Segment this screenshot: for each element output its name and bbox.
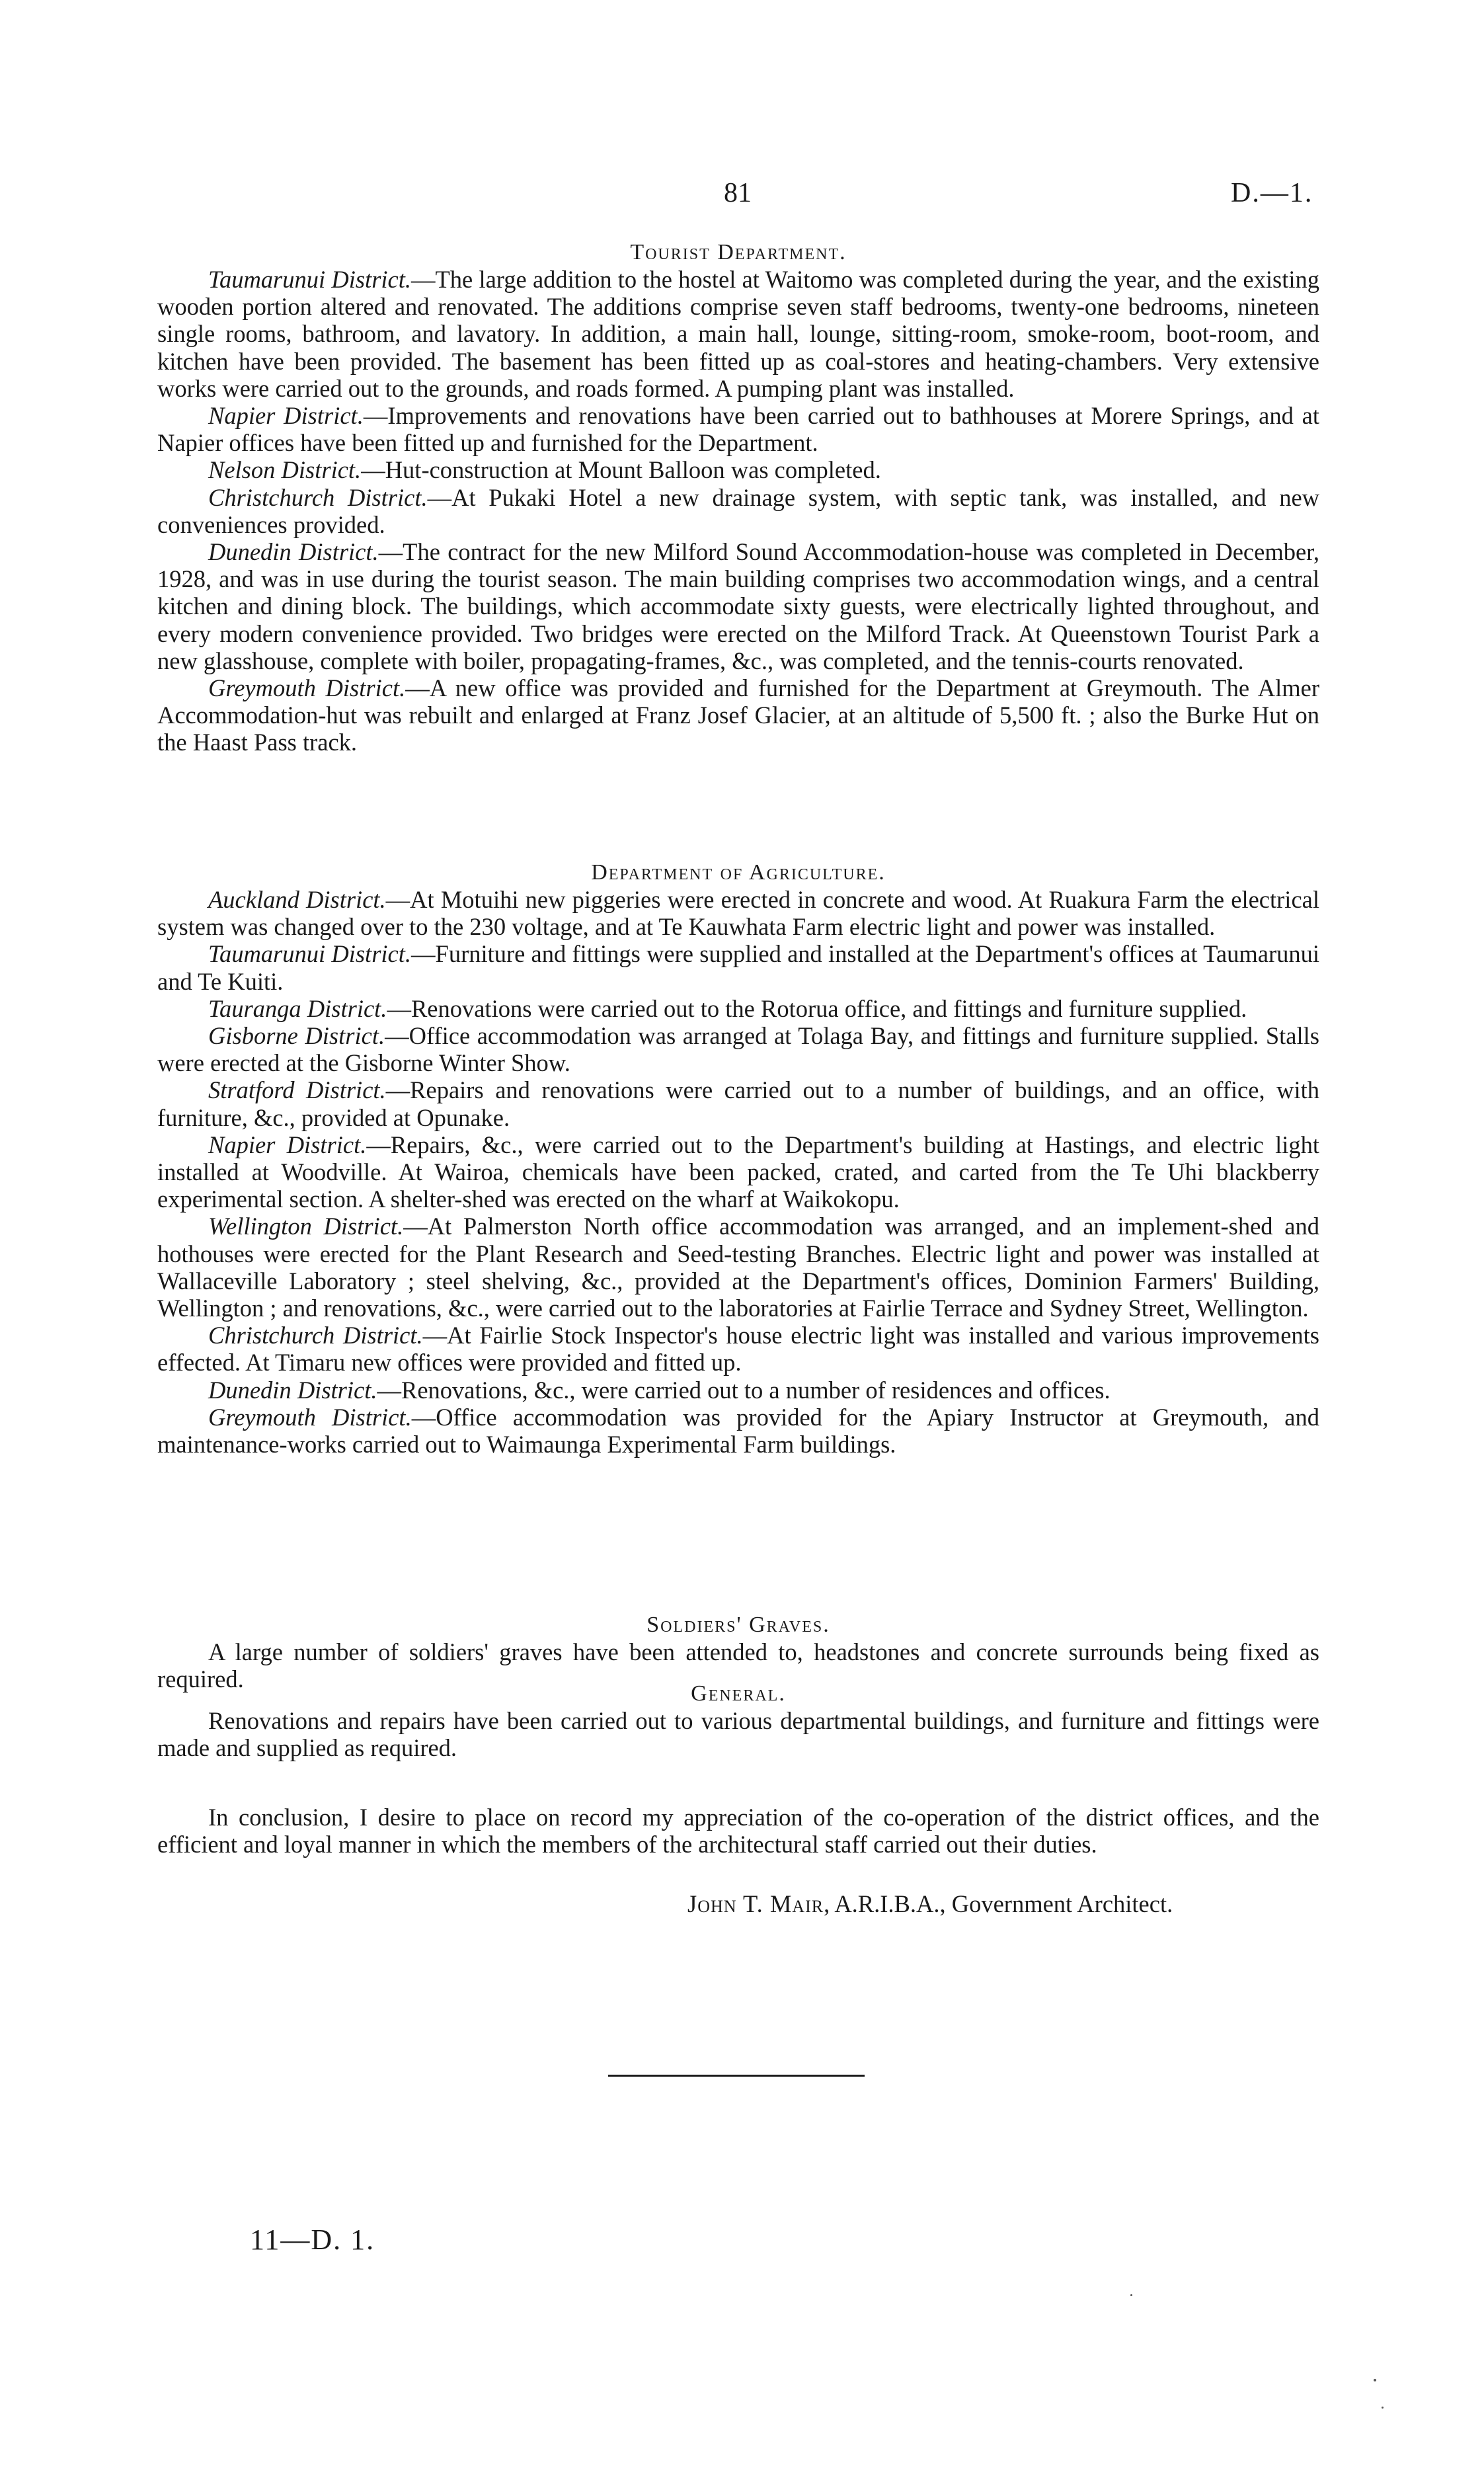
signatory-name: John T. Mair (687, 1890, 824, 1917)
scan-speck (1382, 2407, 1384, 2409)
scan-speck (1130, 2294, 1132, 2296)
paragraph-text: —Repairs and renovations were carried out to a number of buildings, and an office, with furniture, &c., provided at Opunake. (157, 1076, 1319, 1131)
section-heading: Department of Agriculture. (591, 860, 886, 885)
paragraph (157, 266, 1319, 402)
section-heading: General. (691, 1681, 786, 1706)
district-lead: Dunedin District. (208, 1376, 377, 1404)
paragraph-text: —A new office was provided and furnished for the Department at Greymouth. The Almer Accommodation-hut was rebuilt and enlarged at Franz Josef Glacier, at an altitude of 5,500 ft. ; also the Burke Hut on the Haast Pass track. (157, 674, 1319, 756)
district-lead: Christchurch District. (208, 1322, 423, 1349)
paragraph-text: —At Pukaki Hotel a new drainage system, with septic tank, was installed, and new conveniences provided. (157, 483, 1320, 538)
paragraph-text: —Repairs, &c., were carried out to the Department's building at Hastings, and electric light installed at Woodville. At Wairoa, chemicals have been packed, crated, and carted from the Te Uhi blackberry experimental section. A shelter-shed was erected on the wharf at Waikokopu. (157, 1131, 1319, 1213)
district-lead: Tauranga District. (208, 994, 387, 1022)
paragraph (157, 538, 1319, 674)
paragraph-text: —The large addition to the hostel at Waitomo was completed during the year, and the existing wooden portion altered and renovated. The additions comprise seven staff bedrooms, twenty-one bedrooms, nineteen single rooms, bathroom, and lavatory. In addition, a main hall, lounge, sitting-room, smoke-room, boot-room, and kitchen have been provided. The basement has been fitted up as coal-stores and heating-chambers. Very extensive works were carried out to the grounds, and roads formed. A pumping plant was installed. (157, 266, 1319, 402)
district-lead: Taumarunui District. (208, 266, 412, 293)
paragraph-text: —Office accommodation was provided for the Apiary Instructor at Greymouth, and maintenance-works carried out to Waimaunga Experimental Farm buildings. (157, 1403, 1319, 1458)
printer-signature-mark: 11—D. 1. (250, 2223, 375, 2256)
paragraph (157, 940, 1319, 994)
district-lead: Taumarunui District. (208, 940, 412, 968)
paragraph-text: —Hut-construction at Mount Balloon was completed. (361, 456, 881, 484)
section-department-of-agriculture (157, 859, 1319, 1458)
paragraph (157, 1322, 1319, 1376)
paragraph (157, 1213, 1319, 1322)
paragraph (157, 402, 1319, 456)
district-lead: Nelson District. (208, 456, 362, 484)
paragraph-text: —Office accommodation was arranged at Tolaga Bay, and fittings and furniture supplied. Stalls were erected at the Gisborne Winter Show. (157, 1022, 1319, 1077)
paragraph-text: —At Palmerston North office accommodation was arranged, and an implement-shed and hothouses were erected for the Plant Research and Seed-testing Branches. Electric light and power was installed at Wallaceville Laboratory ; steel shelving, &c., provided at the Department's offices, Dominion Farmers' Building, Wellington ; and renovations, &c., were carried out to the laboratories at Fairlie Terrace and Sydney Street, Wellington. (157, 1213, 1319, 1322)
section-tourist-department (157, 239, 1319, 756)
section-general (157, 1681, 1319, 1761)
district-lead: Wellington District. (208, 1213, 404, 1240)
running-head (0, 177, 1484, 217)
paragraph-text: —Renovations were carried out to the Rotorua office, and fittings and furniture supplied. (387, 994, 1247, 1022)
horizontal-rule (608, 2075, 865, 2077)
paragraph: Renovations and repairs have been carried out to various departmental buildings, and furniture and fittings were made and supplied as required. (157, 1707, 1319, 1762)
paragraph (157, 1022, 1319, 1076)
paragraph-text: —Renovations, &c., were carried out to a number of residences and offices. (377, 1376, 1111, 1404)
paragraph-text: —At Fairlie Stock Inspector's house electric light was installed and various improvements effected. At Timaru new offices were provided and fitted up. (157, 1322, 1319, 1377)
district-lead: Greymouth District. (208, 674, 406, 702)
district-lead: Auckland District. (208, 886, 386, 913)
paragraph (157, 1076, 1319, 1131)
section-heading: Soldiers' Graves. (646, 1613, 830, 1637)
district-lead: Stratford District. (208, 1076, 386, 1104)
paragraph-text: —Improvements and renovations have been carried out to bathhouses at Morere Springs, and at Napier offices have been fitted up and furnished for the Department. (157, 402, 1319, 457)
district-lead: Napier District. (208, 1131, 367, 1158)
paragraph-text: —The contract for the new Milford Sound Accommodation-house was completed in December, 1928, and was in use during the tourist season. The main building comprises two accommodation wings, and a central kitchen and dining block. The buildings, which accommodate sixty guests, were electrically lighted throughout, and every modern convenience provided. Two bridges were erected on the Milford Track. At Queenstown Tourist Park a new glasshouse, complete with boiler, propagating-frames, &c., was completed, and the tennis-courts renovated. (157, 538, 1319, 674)
page-number: 81 (724, 178, 752, 208)
district-lead: Christchurch District. (208, 483, 428, 511)
district-lead: Greymouth District. (208, 1403, 412, 1431)
paragraph: A large number of soldiers' graves have been attended to, headstones and concrete surrounds being fixed as required. (157, 1638, 1319, 1693)
paragraph-text: —At Motuihi new piggeries were erected in concrete and wood. At Ruakura Farm the electrical system was changed over to the 230 voltage, and at Te Kauwhata Farm electric light and power was installed. (157, 886, 1319, 941)
paragraph-text: —Furniture and fittings were supplied and installed at the Department's offices at Taumarunui and Te Kuiti. (157, 940, 1319, 995)
paragraph (157, 1404, 1319, 1458)
signatory-title: , A.R.I.B.A., Government Architect. (824, 1890, 1173, 1917)
paragraph (157, 1377, 1319, 1404)
paragraph (157, 886, 1319, 940)
district-lead: Napier District. (208, 402, 364, 430)
document-reference: D.—1. (1231, 178, 1313, 208)
signature-line (687, 1890, 1173, 1918)
paragraph (157, 1131, 1319, 1213)
district-lead: Dunedin District. (208, 538, 379, 566)
paragraph (157, 456, 1319, 483)
paragraph (157, 674, 1319, 756)
paragraph: In conclusion, I desire to place on record my appreciation of the co-operation of the district offices, and the efficient and loyal manner in which the members of the architectural staff carried out their duties. (157, 1804, 1319, 1858)
conclusion (157, 1804, 1319, 1858)
section-heading: Tourist Department. (630, 240, 847, 264)
district-lead: Gisborne District. (208, 1022, 385, 1050)
paragraph (157, 995, 1319, 1022)
paragraph (157, 484, 1319, 538)
scan-speck (1374, 2379, 1376, 2381)
